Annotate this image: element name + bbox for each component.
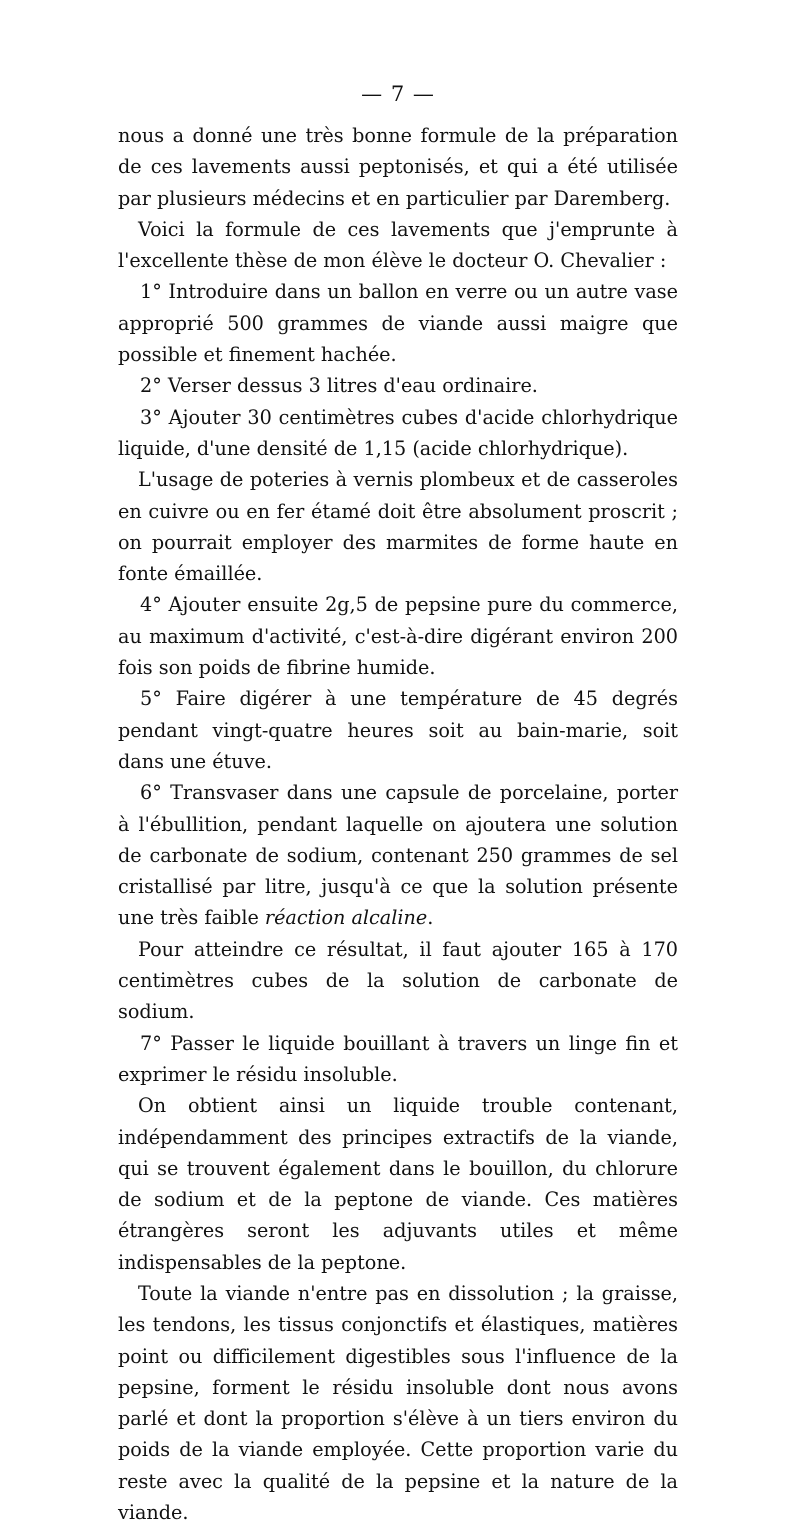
paragraph-obtain: On obtient ainsi un liquide trouble contenant, indépendamment des principes extractifs de la viande, qui se trouvent également dans le bouillon, du chlorure de sodium et de la peptone de viande. Ces matières étrangères seront les adjuvants utiles et même indispensables de la peptone. — [118, 1094, 678, 1274]
paragraph-residue: Toute la viande n'entre pas en dissolution ; la graisse, les tendons, les tissus conjonctifs et élastiques, matières point ou difficilement digestibles sous l'influence de la pepsine, forment le résidu insoluble dont nous avons parlé et dont la proportion s'élève à un tiers environ du poids de la viande employée. Cette proportion varie du reste avec la qualité de la pepsine et la nature de la viande. — [118, 1281, 678, 1525]
page-number: — 7 — — [361, 82, 435, 106]
step-1: 1° Introduire dans un ballon en verre ou un autre vase approprié 500 grammes de viande aussi maigre que possible et finement hachée. — [118, 280, 678, 367]
step-6-end: . — [427, 906, 434, 930]
step-5: 5° Faire digérer à une température de 45 degrés pendant vingt-quatre heures soit au bain-marie, soit dans une étuve. — [118, 687, 678, 773]
paragraph-2: Voici la formule de ces lavements que j'emprunte à l'excellente thèse de mon élève le docteur O. Chevalier : — [118, 217, 678, 273]
step-4: 4° Ajouter ensuite 2g,5 de pepsine pure du commerce, au maximum d'activité, c'est-à-dire digérant environ 200 fois son poids de fibrine humide. — [118, 593, 678, 680]
step-3: 3° Ajouter 30 centimètres cubes d'acide chlorhydrique liquide, d'une densité de 1,15 (acide chlorhydrique). — [118, 405, 678, 460]
step-6-italic: réaction alcaline — [264, 906, 428, 930]
paragraph-result: Pour atteindre ce résultat, il faut ajouter 165 à 170 centimètres cubes de la solution de carbonate de sodium. — [118, 937, 678, 1024]
step-2: 2° Verser dessus 3 litres d'eau ordinaire. — [140, 374, 538, 398]
step-6 — [118, 777, 678, 933]
paragraph-1: nous a donné une très bonne formule de la préparation de ces lavements aussi peptonisés, et qui a été utilisée par plusieurs médecins et en particulier par Daremberg. — [118, 124, 678, 210]
step-7: 7° Passer le liquide bouillant à travers un linge fin et exprimer le résidu insoluble. — [118, 1031, 678, 1086]
step-6-text: 6° Transvaser dans une capsule de porcelaine, porter à l'ébullition, pendant laquelle on ajoutera une solution de carbonate de sodium, contenant 250 grammes de sel cristallisé par litre, jusqu'à ce que la solution présente une très faible — [118, 781, 678, 930]
paragraph-usage: L'usage de poteries à vernis plombeux et de casseroles en cuivre ou en fer étamé doit être absolument proscrit ; on pourrait employer des marmites de forme haute en fonte émaillée. — [118, 468, 678, 586]
body-text — [118, 120, 678, 1528]
